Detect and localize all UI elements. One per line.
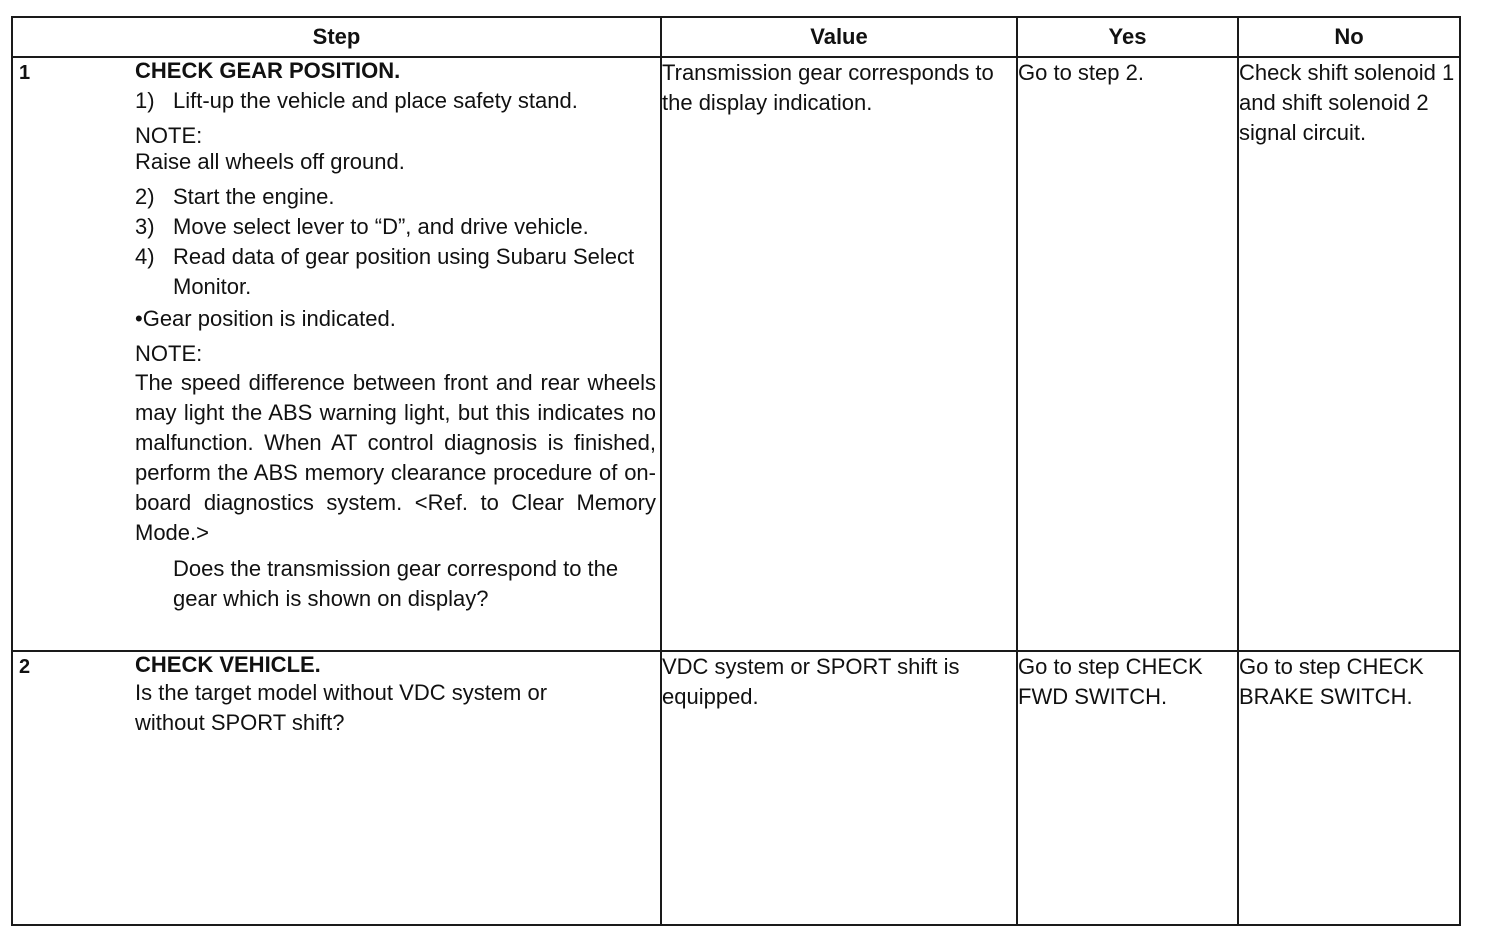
- no-cell: Check shift solenoid 1 and shift solenoid 2 signal circuit.: [1238, 57, 1460, 651]
- list-item-number: 4): [135, 244, 155, 269]
- step-title: CHECK GEAR POSITION.: [135, 58, 401, 83]
- yes-cell: Go to step CHECK FWD SWITCH.: [1017, 651, 1238, 925]
- table-row: [12, 57, 1460, 651]
- step-title: CHECK VEHICLE.: [135, 652, 321, 677]
- list-item-number: 2): [135, 184, 155, 209]
- diagnostic-table: [11, 16, 1461, 926]
- step-cell: [12, 651, 661, 925]
- list-item-text: Read data of gear position using Subaru Select Monitor.: [173, 244, 635, 299]
- note-text: Raise all wheels off ground.: [135, 149, 405, 174]
- list-item-text: Move select lever to “D”, and drive vehicle.: [173, 214, 589, 239]
- step-question: Is the target model without VDC system or without SPORT shift?: [135, 680, 548, 735]
- list-item: [135, 212, 656, 242]
- note-label: NOTE:: [135, 341, 203, 366]
- list-item: [135, 242, 656, 302]
- step-number: 1: [19, 62, 31, 84]
- list-item: [135, 182, 656, 212]
- step-number: 2: [19, 656, 31, 678]
- table-row: [12, 651, 1460, 925]
- step-cell: [12, 57, 661, 651]
- list-item-text: Lift-up the vehicle and place safety stand.: [173, 88, 578, 113]
- bullet-text: •Gear position is indicated.: [135, 306, 396, 331]
- list-item-text: Start the engine.: [173, 184, 335, 209]
- step-question: Does the transmission gear correspond to the gear which is shown on display?: [173, 556, 619, 611]
- header-step: Step: [12, 17, 661, 57]
- value-cell: VDC system or SPORT shift is equipped.: [661, 651, 1017, 925]
- header-row: [12, 17, 1460, 57]
- list-item-number: 1): [135, 88, 155, 113]
- header-no: No: [1238, 17, 1460, 57]
- header-yes: Yes: [1017, 17, 1238, 57]
- note-text: The speed difference between front and rear wheels may light the ABS warning light, but this indicates no malfunction. When AT control diagnosis is finished, perform the ABS memory clearance procedure of on-board diagnostics system. <Ref. to Clear Memory Mode.>: [135, 370, 656, 545]
- header-value: Value: [661, 17, 1017, 57]
- note-label: NOTE:: [135, 123, 203, 148]
- list-item: [135, 86, 656, 116]
- value-cell: Transmission gear corresponds to the display indication.: [661, 57, 1017, 651]
- yes-cell: Go to step 2.: [1017, 57, 1238, 651]
- no-cell: Go to step CHECK BRAKE SWITCH.: [1238, 651, 1460, 925]
- list-item-number: 3): [135, 214, 155, 239]
